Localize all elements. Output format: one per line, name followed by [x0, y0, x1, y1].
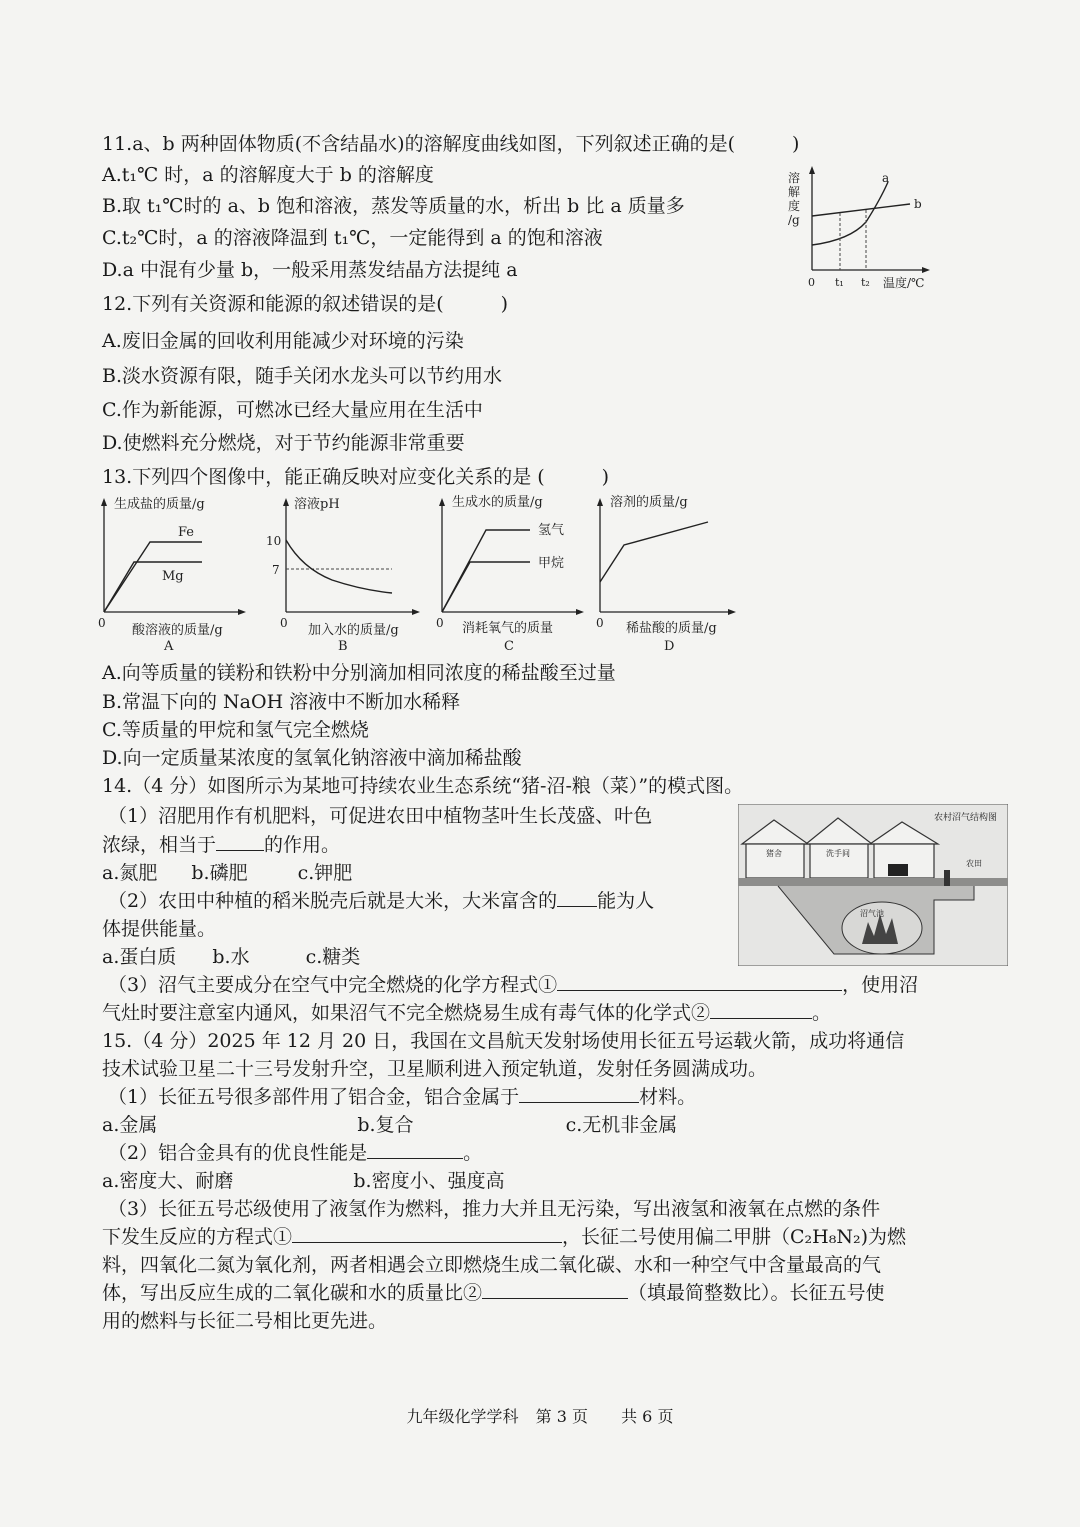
graph-ylabel-4: /g [788, 213, 800, 227]
q14-part2-text: （2）农田中种植的稻米脱壳后就是大米，大米富含的 [108, 890, 558, 912]
q15-part3-line5: 用的燃料与长征二号相比更先进。 [102, 1310, 388, 1332]
q12-option-b: B.淡水资源有限，随手关闭水龙头可以节约用水 [102, 365, 503, 387]
q15-stem-line2: 技术试验卫星二十三号发射升空，卫星顺利进入预定轨道，发射任务圆满成功。 [102, 1058, 768, 1080]
footer-total: 共 6 页 [621, 1407, 674, 1426]
graph-d-letter: D [664, 639, 675, 654]
q14-part1-text: 浓绿，相当于 [102, 834, 217, 856]
q12-option-a: A.废旧金属的回收利用能减少对环境的污染 [102, 330, 464, 352]
q15-part3-text: 下发生反应的方程式① [102, 1226, 293, 1248]
hydrogen-line [442, 530, 530, 612]
q11-option-d: D.a 中混有少量 b，一般采用蒸发结晶方法提纯 a [102, 259, 518, 281]
option-composite: b.复合 [357, 1114, 414, 1136]
graph-a-letter: A [164, 639, 174, 654]
option-nitrogen: a.氮肥 [102, 862, 158, 884]
graph-ylabel-3: 度 [788, 199, 801, 213]
q15-part2-text-end: 。 [463, 1142, 483, 1164]
option-light: b.密度小、强度高 [353, 1170, 505, 1192]
answer-blank[interactable] [519, 1084, 639, 1103]
hydrogen-label: 氢气 [538, 523, 565, 538]
graph-b-letter: B [338, 639, 348, 654]
option-protein: a.蛋白质 [102, 946, 177, 968]
graph-origin: 0 [808, 276, 815, 289]
mg-label: Mg [162, 569, 184, 584]
q15-part2-text: （2）铝合金具有的优良性能是 [108, 1142, 368, 1164]
curve-b [812, 204, 910, 216]
t2-label: t₂ [861, 276, 870, 289]
graph-b [262, 490, 427, 655]
ph-10-tick: 10 [266, 534, 282, 548]
q15-options-2 [102, 1168, 505, 1194]
q15-part1-text-end: 材料。 [639, 1086, 697, 1108]
q14-part3-text: （3）沼气主要成分在空气中完全燃烧的化学方程式① [108, 974, 558, 996]
option-phosphorus: b.磷肥 [191, 862, 248, 884]
graph-d-ylabel: 溶剂的质量/g [610, 495, 688, 510]
option-potassium: c.钾肥 [297, 862, 353, 884]
curve-b-label: b [914, 197, 922, 211]
q15-part3-text2: 体，写出反应生成的二氧化碳和水的质量比② [102, 1282, 483, 1304]
fe-label: Fe [178, 525, 195, 540]
graph-c-origin: 0 [436, 616, 444, 630]
graph-c-ylabel: 生成水的质量/g [452, 495, 543, 510]
solubility-graph [780, 160, 940, 295]
q11-option-a: A.t₁℃ 时，a 的溶解度大于 b 的溶解度 [102, 164, 434, 186]
answer-blank[interactable] [216, 832, 264, 851]
q12-option-d: D.使燃料充分燃烧，对于节约能源非常重要 [102, 432, 465, 454]
q14-part2-line1 [108, 888, 654, 914]
diagram-title: 农村沼气结构图 [934, 813, 998, 823]
q14-options-2 [102, 944, 360, 970]
q14-part2-line2: 体提供能量。 [102, 918, 217, 940]
q15-part2 [108, 1140, 482, 1166]
q14-part1-text-end: 的作用。 [264, 834, 341, 856]
q14-part3-line1 [108, 972, 918, 998]
q15-part3-line1: （3）长征五号芯级使用了液氢作为燃料，推力大并且无污染，写出液氢和液氧在点燃的条件 [108, 1198, 881, 1220]
q12-option-c: C.作为新能源，可燃冰已经大量应用在生活中 [102, 399, 483, 421]
option-water: b.水 [212, 946, 250, 968]
q12-stem: 12.下列有关资源和能源的叙述错误的是( ) [102, 293, 509, 315]
field-label: 农田 [966, 859, 982, 868]
option-sugar: c.糖类 [305, 946, 361, 968]
mg-line [104, 562, 202, 612]
q13-option-a: A.向等质量的镁粉和铁粉中分别滴加相同浓度的稀盐酸至过量 [102, 662, 616, 684]
curve-a-label: a [882, 171, 890, 185]
q13-option-b: B.常温下向的 NaOH 溶液中不断加水稀释 [102, 691, 461, 713]
graph-ylabel-2: 解 [788, 185, 801, 199]
solvent-line [600, 522, 708, 582]
graph-d-xlabel: 稀盐酸的质量/g [626, 621, 717, 636]
fe-line [104, 542, 202, 612]
answer-blank[interactable] [710, 1000, 812, 1019]
q13-option-c: C.等质量的甲烷和氢气完全燃烧 [102, 719, 369, 741]
digester-label: 沼气池 [860, 909, 884, 918]
graph-c-letter: C [504, 639, 514, 654]
answer-blank[interactable] [482, 1280, 628, 1299]
q15-part1 [108, 1084, 696, 1110]
graph-a [92, 490, 252, 655]
q14-part3-text-end: ，使用沼 [842, 974, 919, 996]
q14-part3-line2 [102, 1000, 831, 1026]
footer-subject: 九年级化学学科 [406, 1407, 519, 1426]
q13-option-d: D.向一定质量某浓度的氢氧化钠溶液中滴加稀盐酸 [102, 747, 522, 769]
graph-ylabel-1: 溶 [788, 171, 801, 185]
q15-part3-line2 [102, 1224, 906, 1250]
page-footer [0, 1404, 1080, 1427]
answer-blank[interactable] [557, 972, 842, 991]
graph-c-xlabel: 消耗氧气的质量 [462, 621, 554, 636]
q14-part2-text-end: 能为人 [597, 890, 655, 912]
option-dense: a.密度大、耐磨 [102, 1170, 234, 1192]
biogas-structure-diagram [738, 804, 1008, 966]
graph-d [594, 490, 744, 655]
t1-label: t₁ [835, 276, 844, 289]
q15-options-1 [102, 1112, 677, 1138]
methane-label: 甲烷 [538, 556, 565, 571]
q15-part3-text2-end: （填最简整数比）。长征五号使 [628, 1282, 885, 1304]
graph-xlabel: 温度/℃ [883, 276, 925, 290]
graph-b-xlabel: 加入水的质量/g [308, 623, 399, 638]
q14-part3-text2: 气灶时要注意室内通风，如果沼气不完全燃烧易生成有毒气体的化学式② [102, 1002, 711, 1024]
q15-stem-line1: 15.（4 分）2025 年 12 月 20 日，我国在文昌航天发射场使用长征五号运载火箭，成功将通信 [102, 1030, 905, 1052]
q15-part3-text-end: ，长征二号使用偏二甲肼（C₂H₈N₂)为燃 [562, 1226, 907, 1248]
graph-b-origin: 0 [280, 616, 288, 630]
curve-a [812, 182, 888, 245]
graph-a-ylabel: 生成盐的质量/g [114, 497, 205, 512]
graph-a-origin: 0 [98, 616, 106, 630]
q15-part3-line3: 料，四氧化二氮为氧化剂，两者相遇会立即燃烧生成二氧化碳、水和一种空气中含量最高的气 [102, 1254, 882, 1276]
graph-a-xlabel: 酸溶液的质量/g [132, 623, 223, 638]
q14-stem: 14.（4 分）如图所示为某地可持续农业生态系统“猪-沼-粮（菜）”的模式图。 [102, 775, 744, 797]
option-metal: a.金属 [102, 1114, 158, 1136]
q14-part1-line1: （1）沼肥用作有机肥料，可促进农田中植物茎叶生长茂盛、叶色 [108, 805, 653, 827]
q14-options-1 [102, 860, 352, 886]
methane-line [442, 562, 530, 612]
pigsty-label: 猪舍 [766, 849, 782, 858]
q15-part3-line4 [102, 1280, 885, 1306]
q11-option-b: B.取 t₁℃时的 a、b 饱和溶液，蒸发等质量的水，析出 b 比 a 质量多 [102, 195, 685, 217]
answer-blank[interactable] [557, 888, 597, 907]
q13-stem: 13.下列四个图像中，能正确反映对应变化关系的是 ( ) [102, 466, 610, 488]
answer-blank[interactable] [292, 1224, 562, 1243]
q11-stem: 11.a、b 两种固体物质(不含结晶水)的溶解度曲线如图，下列叙述正确的是( ) [102, 133, 800, 155]
q14-part1-line2 [102, 832, 340, 858]
restroom-label: 洗手间 [826, 849, 850, 858]
option-inorganic: c.无机非金属 [565, 1114, 678, 1136]
q11-option-c: C.t₂℃时，a 的溶液降温到 t₁℃，一定能得到 a 的饱和溶液 [102, 227, 603, 249]
footer-page: 第 3 页 [535, 1407, 588, 1426]
q14-part3-text2-end: 。 [812, 1002, 832, 1024]
q15-part1-text: （1）长征五号很多部件用了铝合金，铝合金属于 [108, 1086, 520, 1108]
ph-7-tick: 7 [272, 563, 280, 577]
graph-c [432, 490, 592, 655]
graph-b-ylabel: 溶液pH [294, 497, 340, 512]
ph-curve [286, 540, 392, 593]
answer-blank[interactable] [367, 1140, 463, 1159]
graph-d-origin: 0 [596, 616, 604, 630]
